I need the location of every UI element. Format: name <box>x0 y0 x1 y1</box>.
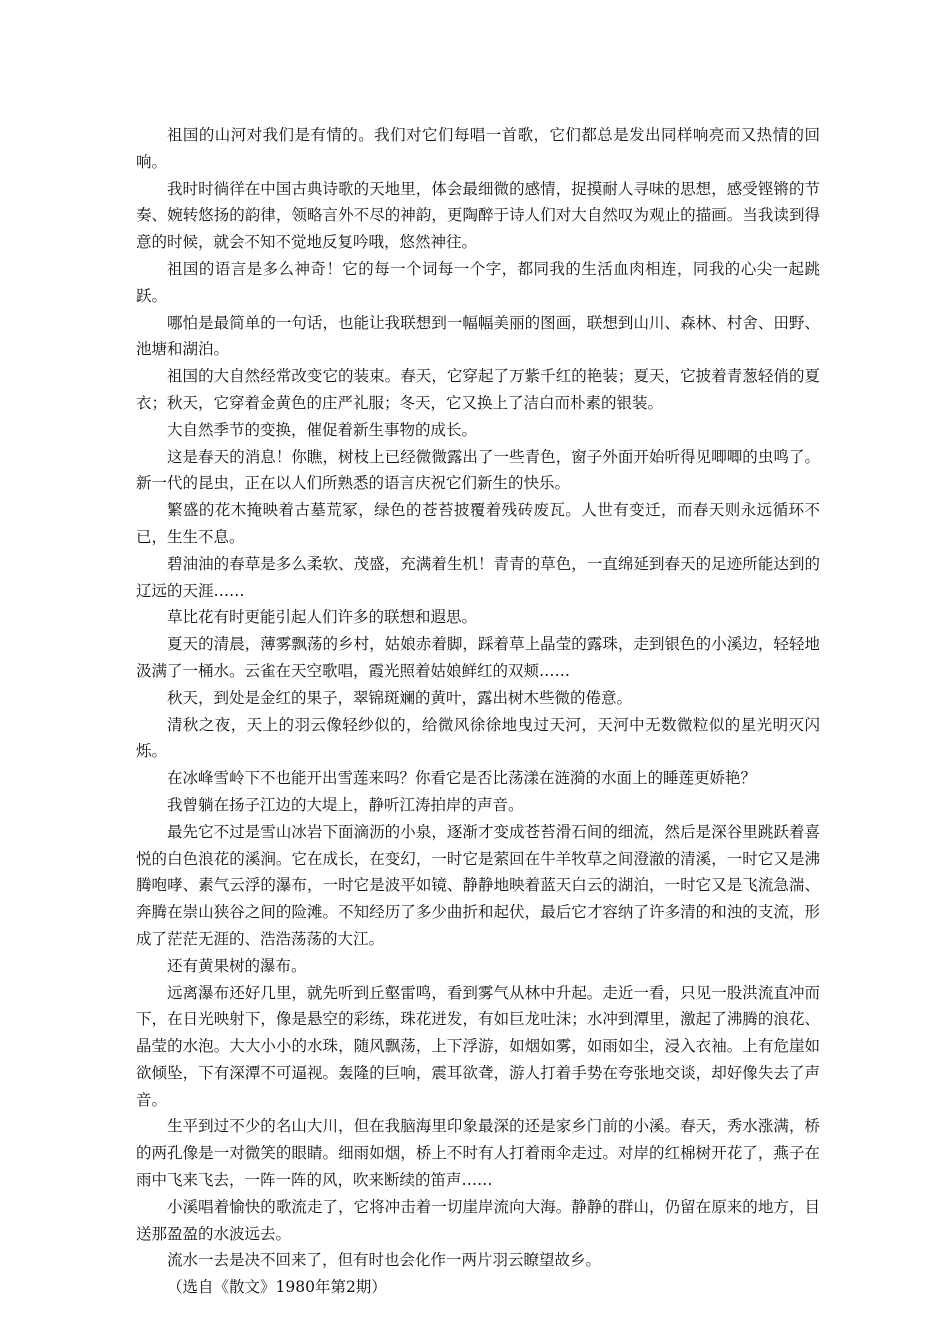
paragraph: 夏天的清晨，薄雾飘荡的乡村，姑娘赤着脚，踩着草上晶莹的露珠，走到银色的小溪边，轻轻地汲满了一桶水。云雀在天空歌唱，霞光照着姑娘鲜红的双颊…… <box>136 635 820 680</box>
paragraph: 祖国的大自然经常改变它的装束。春天，它穿起了万紫千红的艳装；夏天，它披着青葱轻俏的夏衣；秋天，它穿着金黄色的庄严礼服；冬天，它又换上了洁白而朴素的银装。 <box>136 367 820 412</box>
paragraph: 这是春天的消息！你瞧，树枝上已经微微露出了一些青色，窗子外面开始听得见唧唧的虫鸣了。新一代的昆虫，正在以人们所熟悉的语言庆祝它们新生的快乐。 <box>136 447 820 493</box>
paragraph: 流水一去是决不回来了，但有时也会化作一两片羽云瞭望故乡。 <box>167 1251 602 1270</box>
article-body <box>136 122 820 1301</box>
paragraph: 清秋之夜，天上的羽云像轻纱似的，给微风徐徐地曳过天河，天河中无数微粒似的星光明灭闪烁。 <box>136 715 820 761</box>
paragraph: 生平到过不少的名山大川，但在我脑海里印象最深的还是家乡门前的小溪。春天，秀水涨满，桥的两孔像是一对微笑的眼睛。细雨如烟，桥上不时有人打着雨伞走过。对岸的红棉树开花了，燕子在雨中飞来飞去，一阵一阵的风，吹来断续的笛声…… <box>136 1117 820 1190</box>
paragraph: 远离瀑布还好几里，就先听到丘壑雷鸣，看到雾气从林中升起。走近一看，只见一股洪流直冲而下，在日光映射下，像是悬空的彩练，珠花迸发，有如巨龙吐沫；水冲到潭里，激起了沸腾的浪花、晶莹的水泡。大大小小的水珠，随风飘荡，上下浮游，如烟如雾，如雨如尘，浸入衣袖。上有危崖如欲倾坠，下有深潭不可逼视。轰隆的巨响，震耳欲聋，游人打着手势在夸张地交谈，却好像失去了声音。 <box>136 983 820 1109</box>
paragraph: 碧油油的春草是多么柔软、茂盛，充满着生机！青青的草色，一直绵延到春天的足迹所能达到的辽远的天涯…… <box>136 554 820 600</box>
paragraph: 我时时徜徉在中国古典诗歌的天地里，体会最细微的感情，捉摸耐人寻味的思想，感受铿锵的节奏、婉转悠扬的韵律，领略言外不尽的神韵，更陶醉于诗人们对大自然叹为观止的描画。当我读到得意的时候，就会不知不觉地反复吟哦，悠然神往。 <box>136 179 820 252</box>
paragraph: 繁盛的花木掩映着古墓荒冢，绿色的苍苔披覆着残砖废瓦。人世有变迁，而春天则永远循环不已，生生不息。 <box>136 501 820 546</box>
paragraph: 秋天，到处是金红的果子，翠锦斑斓的黄叶，露出树木些微的倦意。 <box>167 688 633 707</box>
paragraph: 在冰峰雪岭下不也能开出雪莲来吗？你看它是否比荡漾在涟漪的水面上的睡莲更娇艳？ <box>167 769 757 788</box>
paragraph: 大自然季节的变换，催促着新生事物的成长。 <box>167 420 478 439</box>
paragraph: 祖国的语言是多么神奇！它的每一个词每一个字，都同我的生活血肉相连，同我的心尖一起跳跃。 <box>136 259 820 305</box>
source-citation: （选自《散文》1980年第2期） <box>167 1278 387 1297</box>
paragraph: 哪怕是最简单的一句话，也能让我联想到一幅幅美丽的图画，联想到山川、森林、村舍、田野、池塘和湖泊。 <box>136 313 820 359</box>
paragraph: 我曾躺在扬子江边的大堤上，静听江涛拍岸的声音。 <box>167 795 524 814</box>
paragraph: 最先它不过是雪山冰岩下面滴沥的小泉，逐渐才变成苍苔滑石间的细流，然后是深谷里跳跃着喜悦的白色浪花的溪涧。它在成长，在变幻，一时它是萦回在牛羊牧草之间澄澈的清溪，一时它又是沸腾咆哮、素气云浮的瀑布，一时它是波平如镜、静静地映着蓝天白云的湖泊，一时它又是飞流急湍、奔腾在崇山狭谷之间的险滩。不知经历了多少曲折和起伏，最后它才容纳了许多清的和浊的支流，形成了茫茫无涯的、浩浩荡荡的大江。 <box>136 822 820 948</box>
paragraph: 草比花有时更能引起人们许多的联想和遐思。 <box>167 608 478 627</box>
paragraph: 小溪唱着愉快的歌流走了，它将冲击着一切崖岸流向大海。静静的群山，仍留在原来的地方，目送那盈盈的水波远去。 <box>136 1197 820 1243</box>
paragraph: 祖国的山河对我们是有情的。我们对它们每唱一首歌，它们都总是发出同样响亮而又热情的回响。 <box>136 126 820 171</box>
paragraph: 还有黄果树的瀑布。 <box>167 956 307 975</box>
